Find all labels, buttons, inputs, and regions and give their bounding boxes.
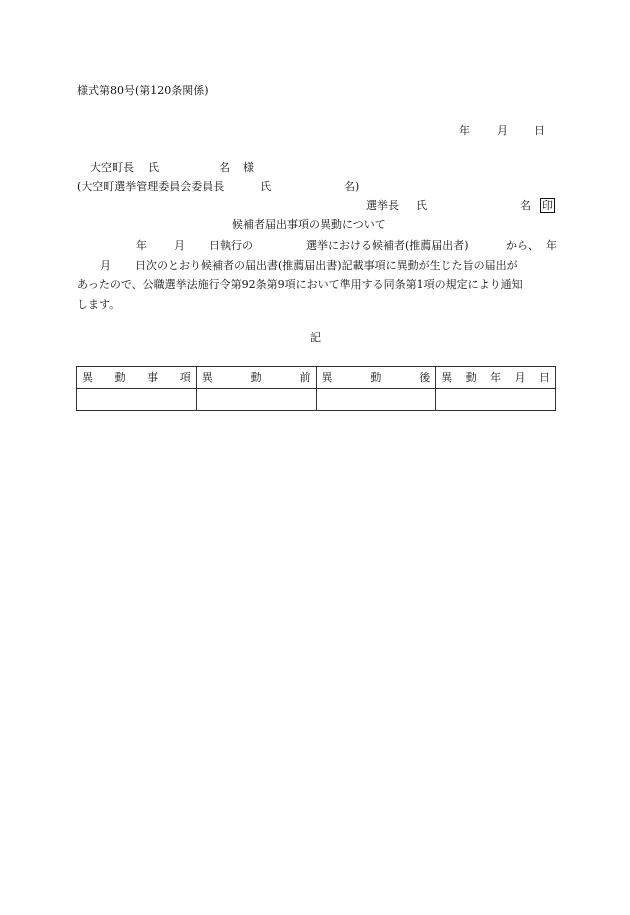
notice-line-1 [77, 236, 557, 256]
notice-line-2 [77, 256, 557, 276]
header-change-date [436, 367, 556, 389]
addressee-alt-name: 名) [344, 180, 360, 193]
header-after-change [316, 367, 436, 389]
cell-after-change [316, 389, 436, 411]
header-char: 前 [299, 371, 311, 384]
change-table [76, 366, 556, 411]
addressee-shi: 氏 [148, 161, 159, 174]
notice-line-4: します。 [77, 297, 121, 311]
cell-change-item [77, 389, 197, 411]
header-char: 後 [419, 371, 431, 384]
body-year: 年 [136, 239, 147, 252]
sender-name: 名 [520, 199, 531, 212]
header-char: 動 [370, 371, 382, 384]
sender-title: 選挙長 [366, 199, 399, 212]
header-char: 年 [490, 371, 502, 384]
date-month: 月 [497, 124, 508, 137]
header-char: 異 [321, 371, 333, 384]
notice-line-3: あったので、公職選挙法施行令第92条第9項において準用する同条第1項の規定により通知 [77, 278, 523, 291]
cell-before-change [196, 389, 316, 411]
date-year: 年 [459, 124, 470, 137]
cell-change-date [436, 389, 556, 411]
notice-body [77, 236, 557, 314]
table-header-row [77, 367, 556, 389]
body-year-2: 年 [546, 239, 557, 252]
header-char: 異 [201, 371, 213, 384]
header-char: 動 [114, 371, 126, 384]
header-char: 事 [147, 371, 159, 384]
header-char: 日 [539, 371, 550, 384]
addressee-name: 名 [219, 161, 230, 174]
body-from: から、 [506, 239, 539, 252]
header-char: 異 [82, 371, 93, 384]
ki-heading: 記 [310, 331, 321, 344]
header-char: 異 [441, 371, 453, 384]
addressee-title: 大空町長 [90, 161, 134, 174]
seal-label: 印 [542, 199, 553, 212]
header-char: 動 [465, 371, 477, 384]
sender-shi: 氏 [416, 199, 427, 212]
addressee-honorific: 様 [243, 161, 254, 174]
body-month-2: 月 [100, 258, 111, 272]
header-char: 項 [179, 371, 191, 384]
subject-title: 候補者届出事項の異動について [232, 218, 386, 231]
body-month: 月 [174, 239, 185, 252]
seal-mark [540, 198, 555, 213]
header-change-item [77, 367, 197, 389]
addressee-alt-shi: 氏 [260, 180, 271, 193]
body-execution-date: 日執行の [209, 239, 253, 252]
header-before-change [196, 367, 316, 389]
form-number: 様式第80号(第120条関係) [77, 84, 209, 97]
body-change-text: 日次のとおり候補者の届出書(推薦届出書)記載事項に異動が生じた旨の届出が [135, 258, 518, 272]
table-row [77, 389, 556, 411]
header-char: 月 [514, 371, 526, 384]
body-election-candidate: 選挙における候補者(推薦届出者) [306, 239, 469, 252]
addressee-alt-title: (大空町選挙管理委員会委員長 [77, 180, 225, 193]
date-day: 日 [534, 124, 545, 137]
header-char: 動 [250, 371, 262, 384]
